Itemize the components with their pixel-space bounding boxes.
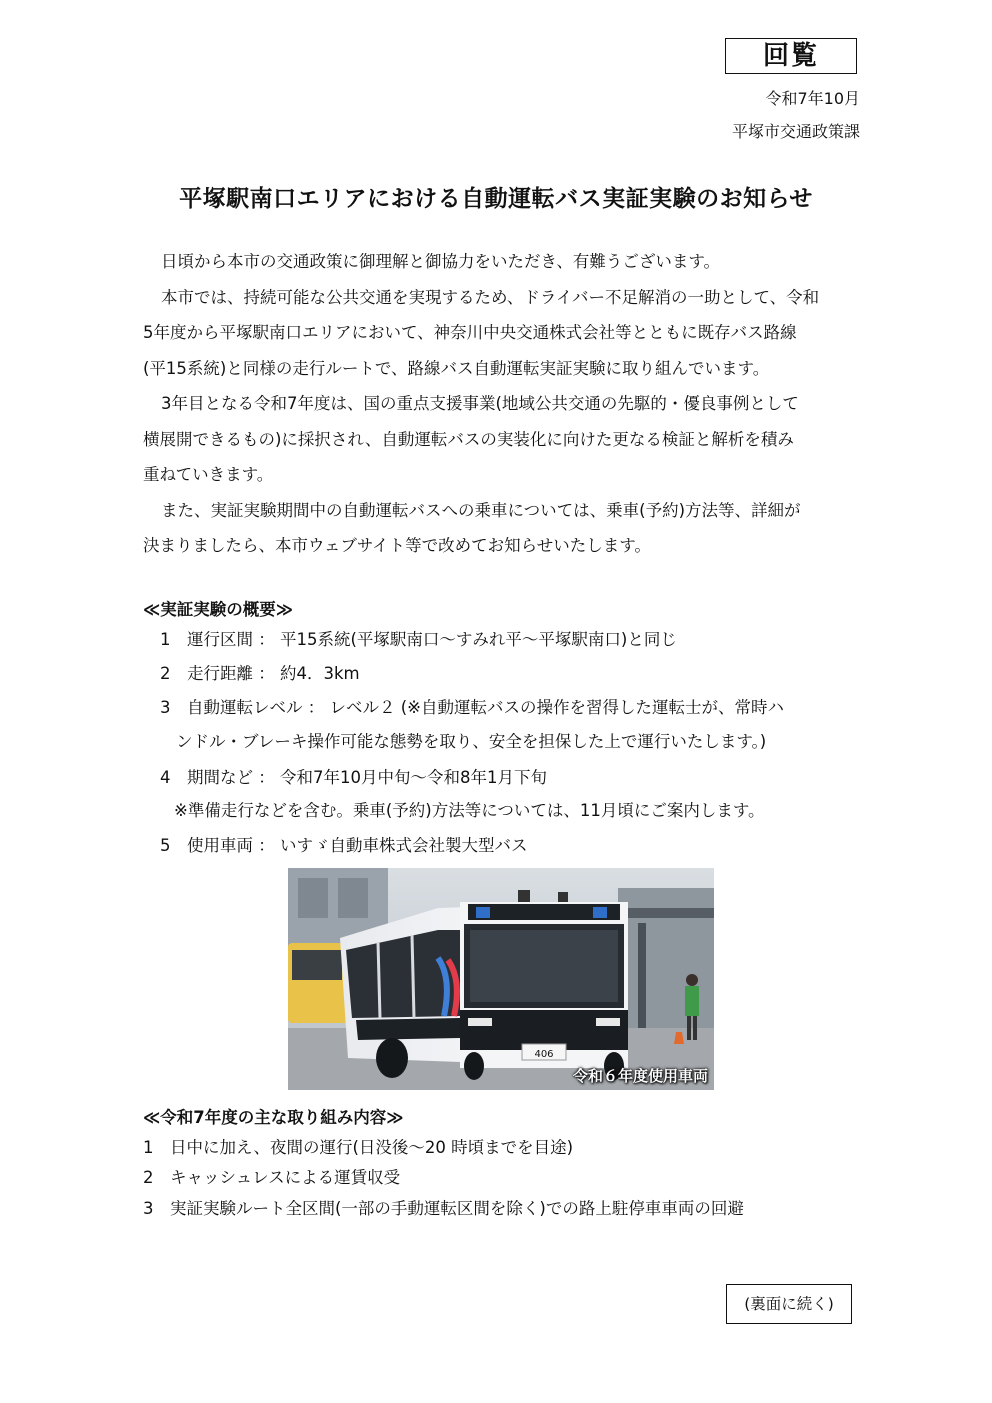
overview-item-level: 3 自動運転レベル ： レベル２ (※自動運転バスの操作を習得した運転士が、常時ハ	[160, 698, 784, 717]
paragraph-2-line-2: 5年度から平塚駅南口エリアにおいて、神奈川中央交通株式会社等とともに既存バス路線	[143, 323, 797, 342]
body-text	[143, 244, 865, 564]
overview-item-route: 1 運行区間 ： 平15系統(平塚駅南口～すみれ平～平塚駅南口)と同じ	[160, 630, 677, 649]
overview-item-period: 4 期間など ： 令和7年10月中旬～令和8年1月下旬	[160, 768, 547, 787]
paragraph-3-line-1: 3年目となる令和7年度は、国の重点支援事業(地域公共交通の先駆的・優良事例として	[161, 394, 799, 413]
overview-heading: ≪実証実験の概要≫	[143, 600, 294, 619]
continued-on-back-label: (裏面に続く)	[726, 1284, 852, 1324]
paragraph-3-line-3: 重ねていきます。	[143, 465, 274, 484]
paragraph-3-line-2: 横展開できるもの)に採択され、自動運転バスの実装化に向けた更なる検証と解析を積み	[143, 429, 794, 449]
overview-item-vehicle: 5 使用車両 ： いすゞ自動車株式会社製大型バス	[160, 836, 528, 855]
paragraph-4-line-2: 決まりましたら、本市ウェブサイト等で改めてお知らせいたします。	[143, 536, 651, 555]
circulation-badge: 回覧	[725, 38, 857, 74]
page-title: 平塚駅南口エリアにおける自動運転バス実証実験のお知らせ	[179, 186, 813, 212]
overview-item-level-cont: ンドル・ブレーキ操作可能な態勢を取り、安全を担保した上で運行いたします。)	[176, 732, 767, 751]
overview-item-distance: 2 走行距離 ： 約4．3km	[160, 664, 360, 683]
paragraph-2-line-1: 本市では、持続可能な公共交通を実現するため、ドライバー不足解消の一助として、令和	[161, 287, 820, 307]
department-name: 平塚市交通政策課	[731, 122, 860, 141]
issue-date: 令和7年10月	[765, 89, 860, 108]
license-plate-number: 406	[534, 1049, 554, 1060]
initiatives-item-avoidance: 3 実証実験ルート全区間(一部の手動運転区間を除く)での路上駐停車車両の回避	[143, 1199, 744, 1218]
paragraph-4-line-1: また、実証実験期間中の自動運転バスへの乗車については、乗車(予約)方法等、詳細が	[161, 500, 801, 520]
bus-illustration	[288, 868, 714, 1090]
overview-item-period-note: ※準備走行などを含む。乗車(予約)方法等については、11月頃にご案内します。	[174, 801, 765, 820]
photo-caption: 令和６年度使用車両	[572, 1067, 708, 1085]
initiatives-item-night: 1 日中に加え、夜間の運行(日没後～20 時頃までを目途)	[143, 1138, 574, 1157]
paragraph-1: 日頃から本市の交通政策に御理解と御協力をいただき、有難うございます。	[161, 252, 721, 271]
initiatives-item-cashless: 2 キャッシュレスによる運賃収受	[143, 1168, 401, 1187]
initiatives-heading: ≪令和7年度の主な取り組み内容≫	[143, 1108, 404, 1127]
paragraph-2-line-3: (平15系統)と同様の走行ルートで、路線バス自動運転実証実験に取り組んでいます。	[143, 358, 770, 378]
bus-photo	[288, 868, 714, 1090]
